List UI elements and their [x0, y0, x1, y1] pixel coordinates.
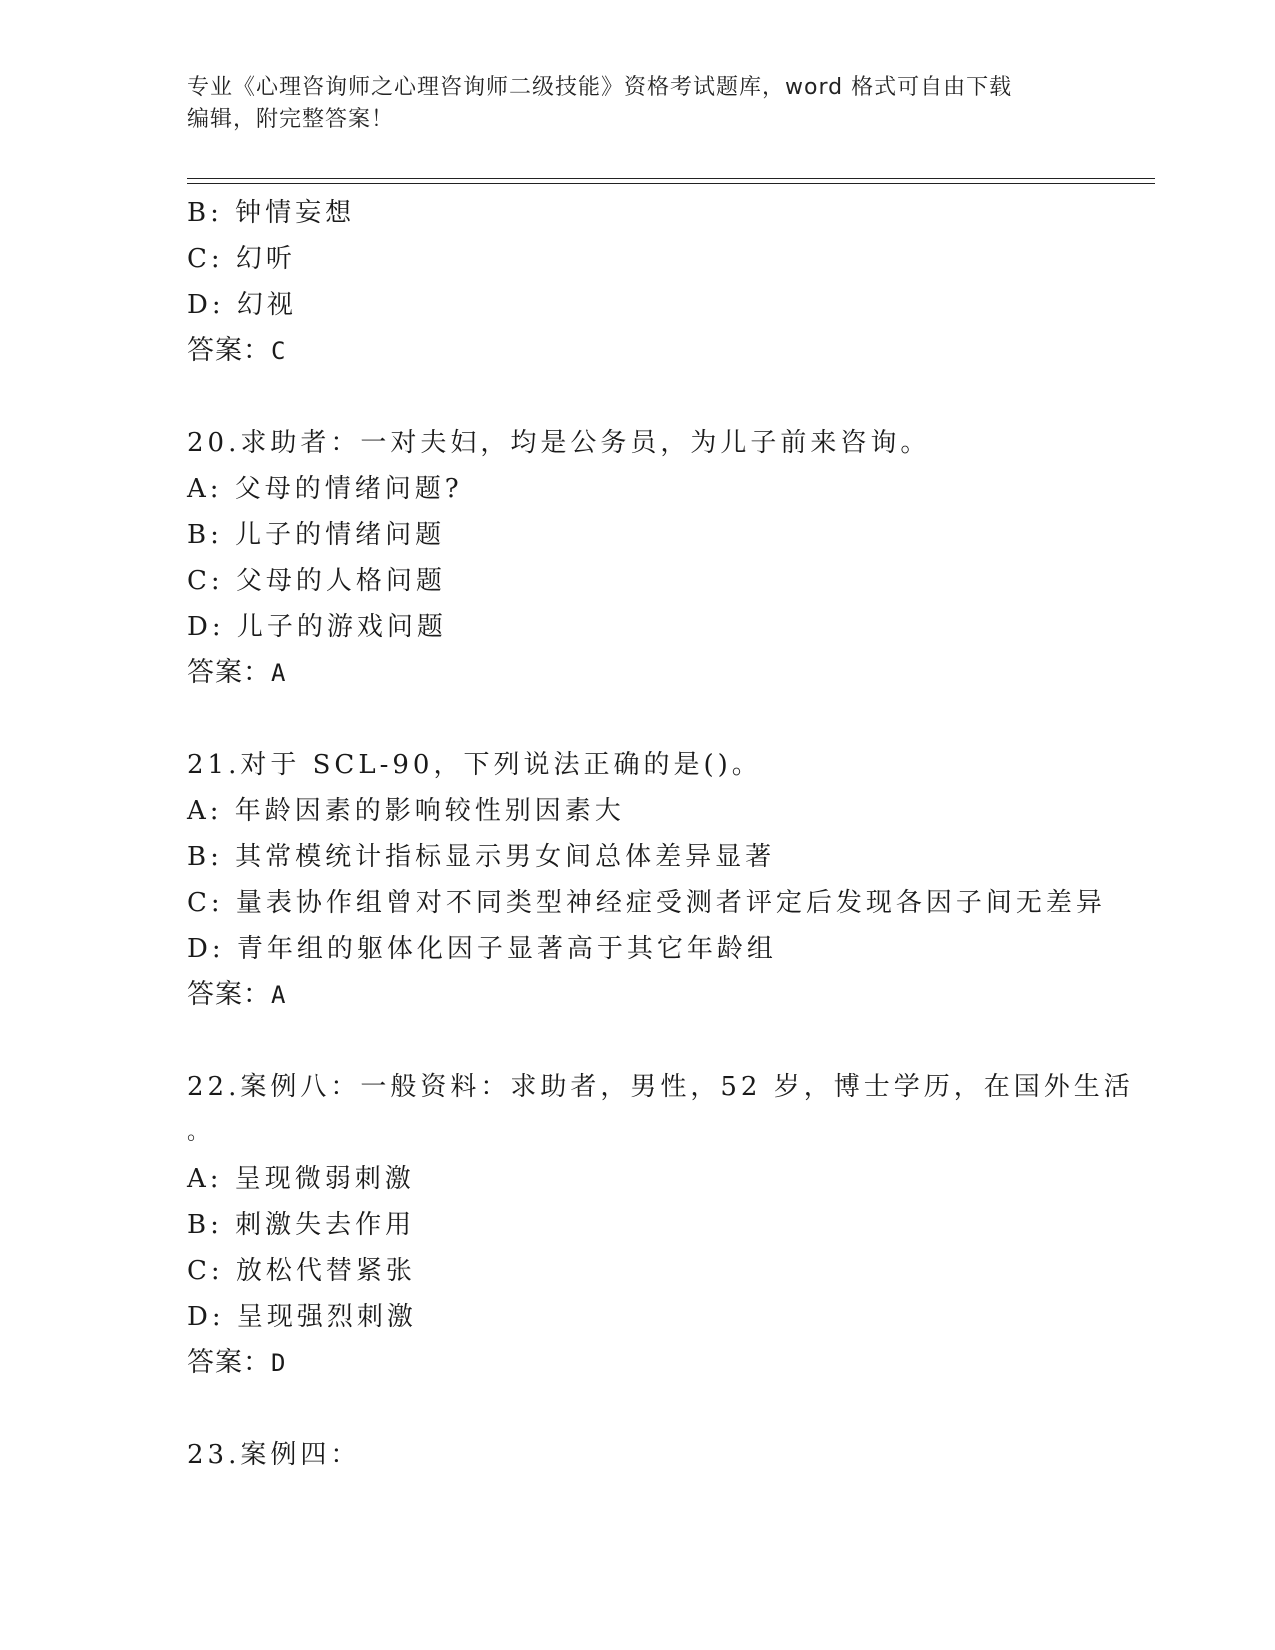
answer-value: C [271, 337, 287, 365]
question-19-continued [187, 190, 1107, 374]
answer-label: 答案： [187, 657, 271, 688]
header-divider-top [187, 178, 1155, 179]
option-d: D: 呈现强烈刺激 [187, 1302, 417, 1332]
question-21 [187, 742, 1107, 1018]
spacer [187, 1386, 1107, 1432]
document-header [187, 72, 1067, 136]
option-b: B: 钟情妄想 [187, 198, 356, 228]
option-b: B: 刺激失去作用 [187, 1210, 416, 1240]
question-list [187, 190, 1134, 1478]
answer-line [187, 1340, 1107, 1386]
option-c: C: 量表协作组曾对不同类型神经症受测者评定后发现各因子间无差异 [187, 888, 1106, 918]
option-d: D: 青年组的躯体化因子显著高于其它年龄组 [187, 934, 777, 964]
option-c: C: 幻听 [187, 244, 296, 274]
question-22 [187, 1064, 1134, 1386]
header-line-2: 编辑，附完整答案！ [187, 107, 395, 132]
question-stem: 23.案例四： [187, 1440, 361, 1470]
answer-label: 答案： [187, 335, 271, 366]
option-a: A: 年龄因素的影响较性别因素大 [187, 796, 625, 826]
spacer [187, 374, 1107, 420]
option-c: C: 父母的人格问题 [187, 566, 446, 596]
answer-value: A [271, 659, 287, 687]
answer-label: 答案： [187, 1347, 271, 1378]
spacer [187, 1018, 1107, 1064]
question-stem-continuation: 。 [187, 1120, 210, 1145]
answer-line [187, 328, 1107, 374]
question-stem: 22.案例八：一般资料：求助者，男性，52 岁，博士学历，在国外生活 [187, 1072, 1134, 1102]
header-line-1: 专业《心理咨询师之心理咨询师二级技能》资格考试题库，word 格式可自由下载 [187, 75, 1013, 100]
spacer [187, 696, 1107, 742]
header-divider-bottom [187, 183, 1155, 184]
option-b: B: 儿子的情绪问题 [187, 520, 446, 550]
answer-value: D [271, 1349, 287, 1377]
answer-line [187, 650, 1107, 696]
option-d: D: 儿子的游戏问题 [187, 612, 447, 642]
option-a: A: 呈现微弱刺激 [187, 1164, 415, 1194]
answer-value: A [271, 981, 287, 1009]
option-a: A: 父母的情绪问题? [187, 474, 463, 504]
question-stem: 20.求助者：一对夫妇，均是公务员，为儿子前来咨询。 [187, 428, 931, 458]
question-20 [187, 420, 1107, 696]
question-stem: 21.对于 SCL-90，下列说法正确的是()。 [187, 750, 762, 780]
option-d: D: 幻视 [187, 290, 297, 320]
question-23 [187, 1432, 1107, 1478]
answer-label: 答案： [187, 979, 271, 1010]
answer-line [187, 972, 1107, 1018]
option-c: C: 放松代替紧张 [187, 1256, 416, 1286]
option-b: B: 其常模统计指标显示男女间总体差异显著 [187, 842, 776, 872]
